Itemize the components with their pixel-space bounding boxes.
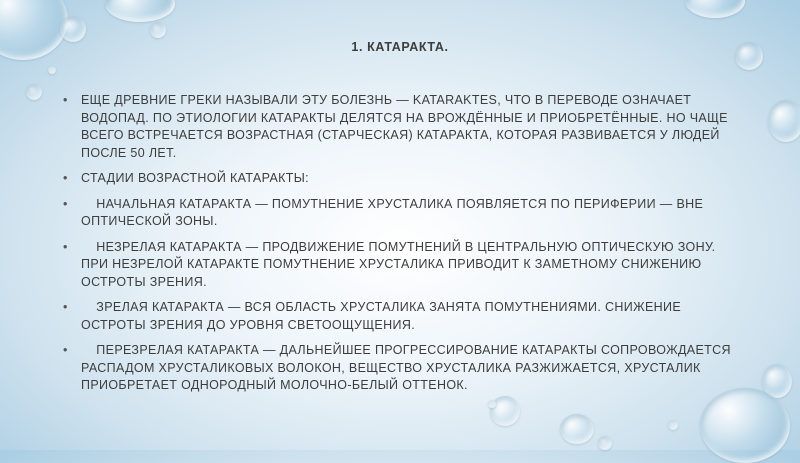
water-drop-decoration xyxy=(105,0,175,22)
paragraph-text: ЕЩЕ ДРЕВНИЕ ГРЕКИ НАЗЫВАЛИ ЭТУ БОЛЕЗНЬ — KATARAKTES, ЧТО В ПЕРЕВОДЕ ОЗНАЧАЕТ ВОДОПАД. ПО ЭТИОЛОГИИ КАТАРАКТЫ ДЕЛЯТСЯ НА ВРОЖДЁННЫЕ И ПРИОБРЕТЁННЫЕ. НО ЧАЩЕ ВСЕГО ВСТРЕЧАЕТСЯ ВОЗРАСТНАЯ (СТАРЧЕСКАЯ) КАТАРАКТА, КОТОРАЯ РАЗВИВАЕТСЯ У ЛЮДЕЙ ПОСЛЕ 50 ЛЕТ. xyxy=(81,93,728,160)
paragraph-text: ПЕРЕЗРЕЛАЯ КАТАРАКТА — ДАЛЬНЕЙШЕЕ ПРОГРЕССИРОВАНИЕ КАТАРАКТЫ СОПРОВОЖДАЕТСЯ РАСПАДОМ ХРУСТАЛИКОВЫХ ВОЛОКОН, ВЕЩЕСТВО ХРУСТАЛИКА РАЗЖИЖАЕТСЯ, ХРУСТАЛИК ПРИОБРЕТАЕТ ОДНОРОДНЫЙ МОЛОЧНО-БЕЛЫЙ ОТТЕНОК. xyxy=(81,343,735,392)
paragraph-text: СТАДИИ ВОЗРАСТНОЙ КАТАРАКТЫ: xyxy=(81,171,310,185)
list-item xyxy=(63,196,743,231)
content-list xyxy=(63,92,743,403)
list-item xyxy=(63,170,743,188)
paragraph-text: НЕЗРЕЛАЯ КАТАРАКТА — ПРОДВИЖЕНИЕ ПОМУТНЕНИЙ В ЦЕНТРАЛЬНУЮ ОПТИЧЕСКУЮ ЗОНУ. ПРИ НЕЗРЕЛОЙ КАТАРАКТЕ ПОМУТНЕНИЕ ХРУСТАЛИКА ПРИВОДИТ К ЗАМЕТНОМУ СНИЖЕНИЮ ОСТРОТЫ ЗРЕНИЯ. xyxy=(81,239,720,289)
water-drop-decoration xyxy=(768,100,800,142)
water-drop-decoration xyxy=(560,414,594,444)
list-item xyxy=(63,342,743,395)
bullet-icon: • xyxy=(63,93,68,107)
list-item xyxy=(63,299,743,334)
water-drop-decoration xyxy=(668,420,678,430)
bullet-icon: • xyxy=(63,171,68,185)
bullet-icon: • xyxy=(63,239,68,254)
bullet-icon: • xyxy=(63,300,68,314)
slide-title: 1. КАТАРАКТА. xyxy=(351,40,449,54)
bullet-icon: • xyxy=(63,196,68,211)
water-drop-decoration xyxy=(26,84,42,100)
list-item xyxy=(63,92,743,162)
water-drop-decoration xyxy=(48,66,56,74)
paragraph-text: ЗРЕЛАЯ КАТАРАКТА — ВСЯ ОБЛАСТЬ ХРУСТАЛИКА ЗАНЯТА ПОМУТНЕНИЯМИ. СНИЖЕНИЕ ОСТРОТЫ ЗРЕНИЯ ДО УРОВНЯ СВЕТООЩУЩЕНИЯ. xyxy=(81,300,685,332)
water-drop-decoration xyxy=(60,16,86,42)
water-drop-decoration xyxy=(685,0,745,18)
water-drop-decoration xyxy=(150,22,166,38)
paragraph-text: НАЧАЛЬНАЯ КАТАРАКТА — ПОМУТНЕНИЕ ХРУСТАЛИКА ПОЯВЛЯЕТСЯ ПО ПЕРИФЕРИИ — ВНЕ ОПТИЧЕСКОЙ ЗОНЫ. xyxy=(81,196,708,228)
list-item xyxy=(63,239,743,292)
bullet-icon: • xyxy=(63,343,68,357)
water-drop-decoration xyxy=(598,436,612,450)
